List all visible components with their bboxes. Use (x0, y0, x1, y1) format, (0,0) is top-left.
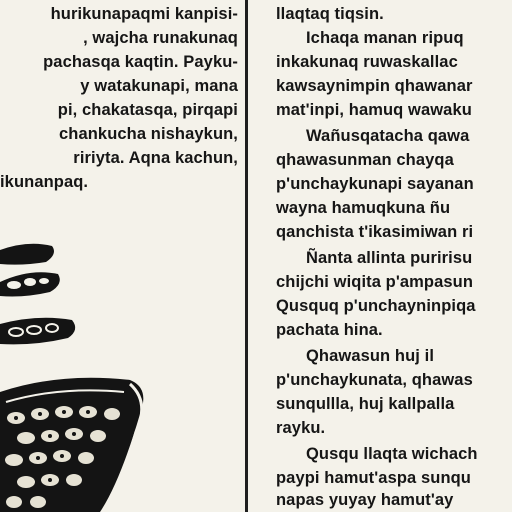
right-line-4: kawsaynimpin qhawanar (276, 77, 473, 95)
left-line-3: pachasqa kaqtin. Payku- (43, 53, 238, 71)
right-line-11: Ñanta allinta puririsu (306, 249, 473, 267)
right-line-21: napas yuyay hamut'ay (276, 491, 454, 509)
right-line-14: pachata hina. (276, 321, 383, 339)
right-line-1: llaqtaq tiqsin. (276, 5, 384, 23)
right-line-2: Ichaqa manan ripuq (306, 29, 464, 47)
right-line-7: qhawasunman chayqa (276, 151, 454, 169)
right-line-10: qanchista t'ikasimiwan ri (276, 223, 474, 241)
right-line-17: sunqullla, huj kallpalla (276, 395, 455, 413)
left-line-7: ririyta. Aqna kachun, (73, 149, 238, 167)
right-column (250, 0, 512, 512)
left-line-6: chankucha nishaykun, (59, 125, 238, 143)
left-line-4: y watakunapi, mana (80, 77, 238, 95)
right-line-16: p'unchaykunata, qhawas (276, 371, 473, 389)
left-line-2: , wajcha runakunaq (83, 29, 238, 47)
column-divider (245, 0, 248, 512)
right-line-20: paypi hamut'aspa sunqu (276, 469, 471, 487)
right-line-6: Wañusqatacha qawa (306, 127, 470, 145)
right-line-8: p'unchaykunapi sayanan (276, 175, 474, 193)
left-column (0, 0, 244, 512)
right-line-9: wayna hamuqkuna ñu (276, 199, 451, 217)
left-line-1: hurikunapaqmi kanpisi- (50, 5, 238, 23)
right-line-13: Qusquq p'unchayninpiqa (276, 297, 476, 315)
right-line-19: Qusqu llaqta wichach (306, 445, 478, 463)
woodcut-illustration (0, 232, 170, 512)
right-line-3: inkakunaq ruwaskallac (276, 53, 458, 71)
left-line-5: pi, chakatasqa, pirqapi (57, 101, 238, 119)
right-line-15: Qhawasun huj il (306, 347, 435, 365)
right-line-18: rayku. (276, 419, 326, 437)
right-line-12: chijchi wiqita p'ampasun (276, 273, 474, 291)
left-line-8: ikunanpaq. (0, 173, 89, 191)
right-line-5: mat'inpi, hamuq wawaku (276, 101, 472, 119)
